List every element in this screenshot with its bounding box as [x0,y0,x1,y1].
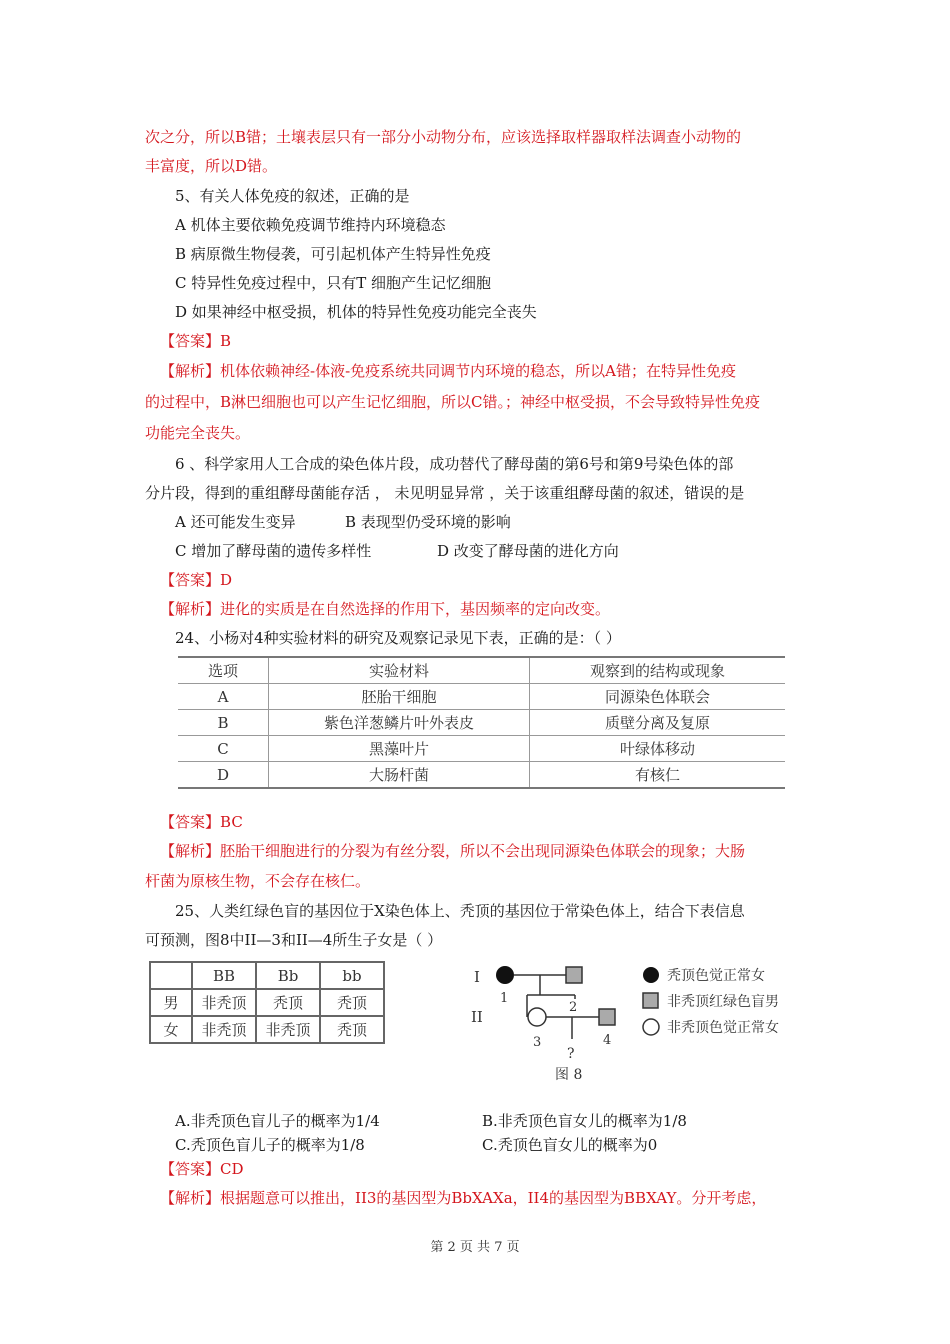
table-cell: C [178,736,269,762]
q5-analysis-1 [160,360,736,382]
analysis-tag: 【解析】 [160,842,221,860]
q6-option-d: D 改变了酵母菌的进化方向 [437,542,619,560]
answer-tag: 【答案】 [160,1160,221,1178]
table-header: 实验材料 [269,657,530,684]
individual-number: 3 [533,1035,542,1050]
individual-i2 [566,967,582,983]
q25-option-b: B.非秃顶色盲女儿的概率为1/8 [482,1112,687,1130]
q6-option-a: A 还可能发生变异 [175,513,296,531]
table-cell: 有核仁 [530,762,786,789]
table-header: Bb [256,962,320,989]
table-cell: 男 [150,989,192,1016]
q5-answer [160,330,231,352]
q24-answer [160,811,243,833]
table-header-row [178,657,785,684]
analysis-text: 机体依赖神经-体液-免疫系统共同调节内环境的稳态，所以A错；在特异性免疫 [220,362,736,380]
answer-tag: 【答案】 [160,813,221,831]
analysis-text: 根据题意可以推出，II3的基因型为BbXAXa，II4的基因型为BBXAY。分开考虑， [220,1189,767,1207]
table-cell: 胚胎干细胞 [269,684,530,710]
answer-value: BC [220,813,243,831]
q6-stem-1: 6 、科学家用人工合成的染色体片段，成功替代了酵母菌的第6号和第9号染色体的部 [175,455,734,473]
table-cell: A [178,684,269,710]
page-footer: 第 2 页 共 7 页 [430,1240,520,1255]
q5-option-c: C 特异性免疫过程中，只有T 细胞产生记忆细胞 [175,274,492,292]
q5-option-b: B 病原微生物侵袭，可引起机体产生特异性免疫 [175,245,491,263]
q25-answer [160,1158,244,1180]
legend-label: 非秃顶红绿色盲男 [667,994,779,1010]
individual-number: 4 [603,1033,612,1048]
legend-symbol-affected-female [643,967,659,983]
table-cell: 大肠杆菌 [269,762,530,789]
table-row [178,762,785,789]
legend-symbol-colorblind-male [643,993,658,1008]
q25-stem-2: 可预测，图8中II—3和II—4所生子女是（ ） [145,931,443,949]
analysis-tag: 【解析】 [160,1189,221,1207]
unknown-child: ? [567,1046,575,1062]
individual-ii3 [528,1008,546,1026]
answer-tag: 【答案】 [160,571,221,589]
table-cell: D [178,762,269,789]
q6-answer [160,569,232,591]
table-cell: 女 [150,1016,192,1043]
figure-8 [145,955,795,1090]
intro-line-1: 次之分，所以B错；土壤表层只有一部分小动物分布，应该选择取样器取样法调查小动物的 [145,128,742,146]
q5-option-a: A 机体主要依赖免疫调节维持内环境稳态 [175,216,446,234]
table-header: bb [320,962,384,989]
table-header: 选项 [178,657,269,684]
table-cell: 秃顶 [320,989,384,1016]
individual-ii4 [599,1009,615,1025]
answer-value: B [220,332,232,350]
table-cell: 非秃顶 [192,1016,256,1043]
individual-number: 2 [569,1000,578,1015]
table-cell: 叶绿体移动 [530,736,786,762]
table-cell: 黑藻叶片 [269,736,530,762]
intro-line-2: 丰富度，所以D错。 [145,157,278,175]
q5-stem: 5、有关人体免疫的叙述，正确的是 [175,187,410,205]
table-row [178,736,785,762]
legend-symbol-normal-female [643,1019,659,1035]
table-cell: 质壁分离及复原 [530,710,786,736]
q25-option-d: C.秃顶色盲女儿的概率为0 [482,1136,658,1154]
legend-label: 秃顶色觉正常女 [667,968,765,984]
individual-number: 1 [500,991,509,1006]
table-row [178,684,785,710]
table-cell: 非秃顶 [256,1016,320,1043]
q5-analysis-3: 功能完全丧失。 [145,424,251,442]
q5-analysis-2: 的过程中，B淋巴细胞也可以产生记忆细胞，所以C错。；神经中枢受损，不会导致特异性免疫 [145,393,761,411]
q25-option-c: C.秃顶色盲儿子的概率为1/8 [175,1136,365,1154]
legend-label: 非秃顶色觉正常女 [667,1020,779,1036]
pedigree-diagram [145,955,795,1090]
q6-analysis [160,598,610,620]
analysis-text: 胚胎干细胞进行的分裂为有丝分裂，所以不会出现同源染色体联会的现象；大肠 [220,842,746,860]
table-header: 观察到的结构或现象 [530,657,786,684]
analysis-tag: 【解析】 [160,362,221,380]
individual-i1 [496,966,514,984]
table-cell: 非秃顶 [192,989,256,1016]
q25-stem-1: 25、人类红绿色盲的基因位于X染色体上、秃顶的基因位于常染色体上，结合下表信息 [175,902,745,920]
table-cell: 同源染色体联会 [530,684,786,710]
table-cell: B [178,710,269,736]
table-cell: 秃顶 [256,989,320,1016]
generation-label-ii: II [471,1008,483,1026]
q25-analysis [160,1187,766,1209]
analysis-text: 进化的实质是在自然选择的作用下，基因频率的定向改变。 [220,600,611,618]
table-cell: 秃顶 [320,1016,384,1043]
q25-option-a: A.非秃顶色盲儿子的概率为1/4 [175,1112,380,1130]
generation-label-i: I [474,968,480,986]
q24-stem: 24、小杨对4种实验材料的研究及观察记录见下表，正确的是：（ ） [175,629,621,647]
q6-stem-2: 分片段，得到的重组酵母菌能存活 ， 未见明显异常 ，关于该重组酵母菌的叙述，错误的是 [145,484,745,502]
answer-tag: 【答案】 [160,332,221,350]
answer-value: D [220,571,233,589]
q6-option-c: C 增加了酵母菌的遗传多样性 [175,542,372,560]
q5-option-d: D 如果神经中枢受损，机体的特异性免疫功能完全丧失 [175,303,537,321]
analysis-tag: 【解析】 [160,600,221,618]
figure-caption: 图 8 [555,1067,583,1083]
q6-option-b: B 表现型仍受环境的影响 [345,513,511,531]
table-header: BB [192,962,256,989]
table-row [178,710,785,736]
q24-analysis-2: 杆菌为原核生物，不会存在核仁。 [145,872,371,890]
table-cell: 紫色洋葱鳞片叶外表皮 [269,710,530,736]
answer-value: CD [220,1160,244,1178]
q24-table [178,656,785,789]
q24-analysis-1 [160,840,745,862]
